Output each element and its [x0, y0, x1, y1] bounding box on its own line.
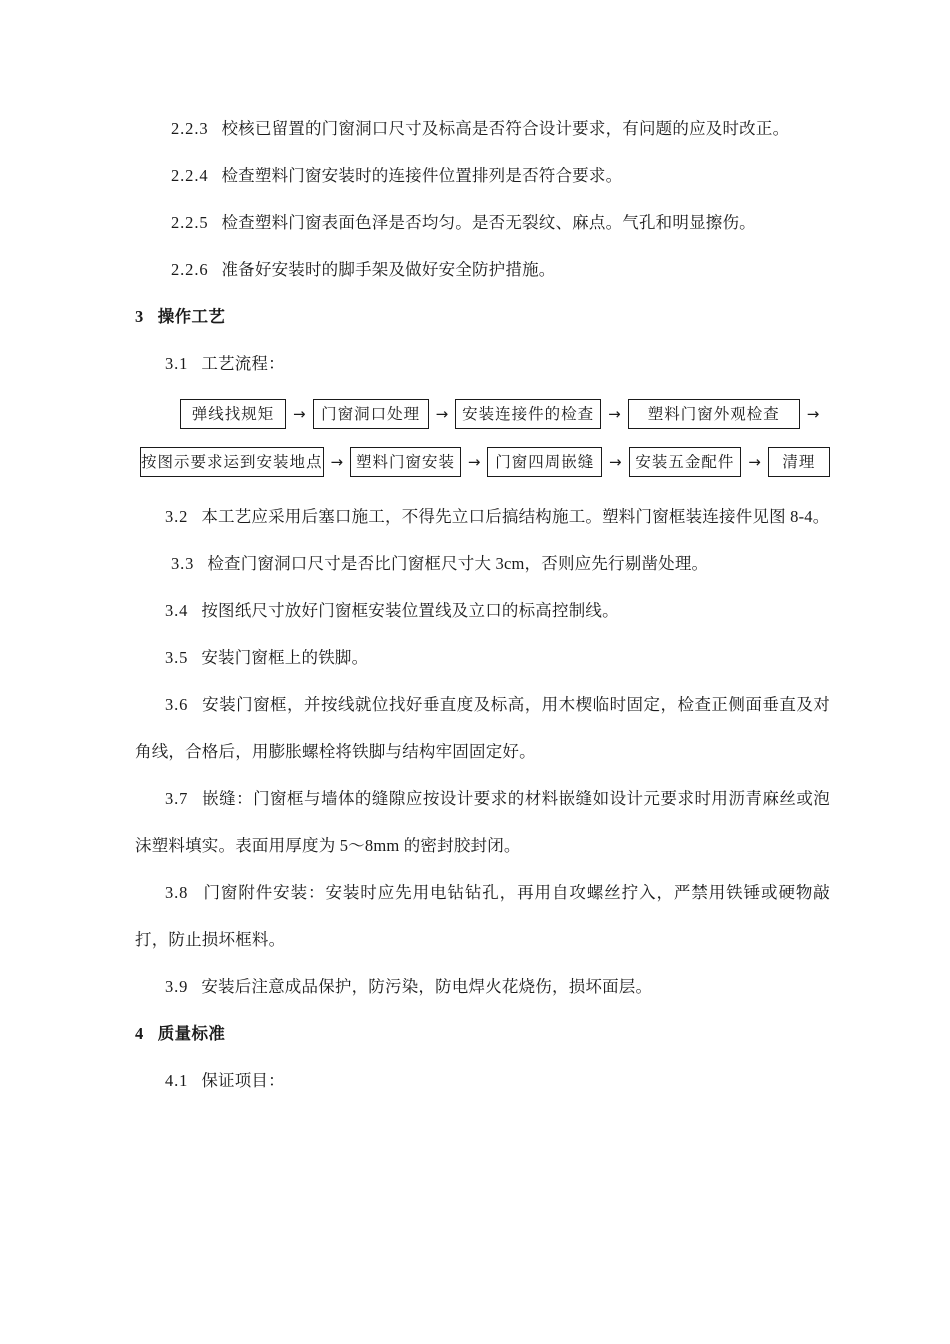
- flow-box-suliao-menchuang-anzhuang: 塑料门窗安装: [350, 447, 461, 477]
- paragraph-3-1: [135, 340, 830, 387]
- flow-arrow-icon: →: [748, 453, 761, 471]
- section-number: 4: [135, 1024, 145, 1043]
- flow-row-1: [135, 397, 830, 431]
- paragraph-number: 3.9: [165, 977, 189, 996]
- paragraph-number: 4.1: [165, 1071, 189, 1090]
- paragraph-number: 3.4: [165, 601, 189, 620]
- flow-arrow-icon-wrap: →: [806, 405, 820, 423]
- paragraph-number: 3.3: [171, 554, 195, 573]
- paragraph-number: 3.2: [165, 507, 189, 526]
- paragraph-3-9: [135, 963, 830, 1010]
- section-heading-4: [135, 1010, 830, 1057]
- paragraph-text: 检查塑料门窗安装时的连接件位置排列是否符合要求。: [221, 166, 623, 185]
- paragraph-2-2-3: [135, 105, 830, 152]
- flow-box-menchuang-sizhou-qianfeng: 门窗四周嵌缝: [487, 447, 602, 477]
- section-heading-3: [135, 293, 830, 340]
- paragraph-number: 3.8: [165, 883, 189, 902]
- flow-box-anzhuang-wujin-peijian: 安装五金配件: [629, 447, 742, 477]
- paragraph-number: 2.2.3: [171, 119, 209, 138]
- paragraph-3-3: [135, 540, 830, 587]
- flow-box-qingli: 清理: [768, 447, 830, 477]
- paragraph-3-5: [135, 634, 830, 681]
- paragraph-number: 2.2.6: [171, 260, 209, 279]
- paragraph-text: 准备好安装时的脚手架及做好安全防护措施。: [221, 260, 556, 279]
- paragraph-text: 安装门窗框，并按线就位找好垂直度及标高，用木楔临时固定，检查正侧面垂直及对角线，合格后，用膨胀螺栓将铁脚与结构牢固固定好。: [135, 695, 830, 761]
- paragraph-3-2: [135, 493, 830, 540]
- paragraph-text: 校核已留置的门窗洞口尺寸及标高是否符合设计要求，有问题的应及时改正。: [221, 119, 790, 138]
- paragraph-3-4: [135, 587, 830, 634]
- paragraph-number: 3.5: [165, 648, 189, 667]
- paragraph-text: 嵌缝：门窗框与墙体的缝隙应按设计要求的材料嵌缝如设计元要求时用沥青麻丝或泡沫塑料填实。表面用厚度为 5～8mm 的密封胶封闭。: [135, 789, 830, 855]
- paragraph-text: 检查塑料门窗表面色泽是否均匀。是否无裂纹、麻点。气孔和明显擦伤。: [221, 213, 756, 232]
- flow-row-2: [135, 445, 830, 479]
- paragraph-3-8: [135, 869, 830, 963]
- section-number: 3: [135, 307, 145, 326]
- paragraph-3-7: [135, 775, 830, 869]
- paragraph-4-1: [135, 1057, 830, 1104]
- paragraph-number: 3.7: [165, 789, 189, 808]
- paragraph-text: 安装门窗框上的铁脚。: [201, 648, 369, 667]
- flow-arrow-icon: →: [467, 453, 481, 471]
- flow-box-danxian-zhaoguiju: 弹线找规矩: [180, 399, 286, 429]
- paragraph-text: 本工艺应采用后塞口施工，不得先立口后搞结构施工。塑料门窗框装连接件见图 8-4。: [201, 507, 830, 526]
- paragraph-text: 门窗附件安装：安装时应先用电钻钻孔，再用自攻螺丝拧入，严禁用铁锤或硬物敲打，防止损坏框料。: [135, 883, 830, 949]
- paragraph-2-2-6: [135, 246, 830, 293]
- process-flow-diagram: [135, 397, 830, 479]
- paragraph-text: 工艺流程：: [201, 354, 285, 373]
- flow-arrow-icon: →: [609, 453, 622, 471]
- flow-box-menchuang-dongkou-chuli: 门窗洞口处理: [313, 399, 429, 429]
- flow-arrow-icon: →: [293, 405, 306, 423]
- section-title: 操作工艺: [157, 307, 226, 326]
- paragraph-number: 3.6: [165, 695, 189, 714]
- section-title: 质量标准: [157, 1024, 226, 1043]
- paragraph-text: 按图纸尺寸放好门窗框安装位置线及立口的标高控制线。: [201, 601, 619, 620]
- flow-arrow-icon: →: [435, 405, 449, 423]
- paragraph-number: 2.2.4: [171, 166, 209, 185]
- flow-box-antushi-yundao-anzhuang-didian: 按图示要求运到安装地点: [140, 447, 324, 477]
- paragraph-3-6: [135, 681, 830, 775]
- flow-box-anzhuang-lianjiejian-jiancha: 安装连接件的检查: [455, 399, 601, 429]
- flow-box-suliao-menchuang-waiguan-jiancha: 塑料门窗外观检查: [628, 399, 800, 429]
- flow-arrow-icon: →: [330, 453, 344, 471]
- paragraph-2-2-5: [135, 199, 830, 246]
- flow-arrow-icon: →: [608, 405, 621, 423]
- paragraph-number: 2.2.5: [171, 213, 209, 232]
- paragraph-text: 保证项目：: [201, 1071, 285, 1090]
- paragraph-number: 3.1: [165, 354, 189, 373]
- paragraph-2-2-4: [135, 152, 830, 199]
- paragraph-text: 检查门窗洞口尺寸是否比门窗框尺寸大 3cm，否则应先行剔凿处理。: [207, 554, 709, 573]
- paragraph-text: 安装后注意成品保护，防污染，防电焊火花烧伤，损坏面层。: [201, 977, 653, 996]
